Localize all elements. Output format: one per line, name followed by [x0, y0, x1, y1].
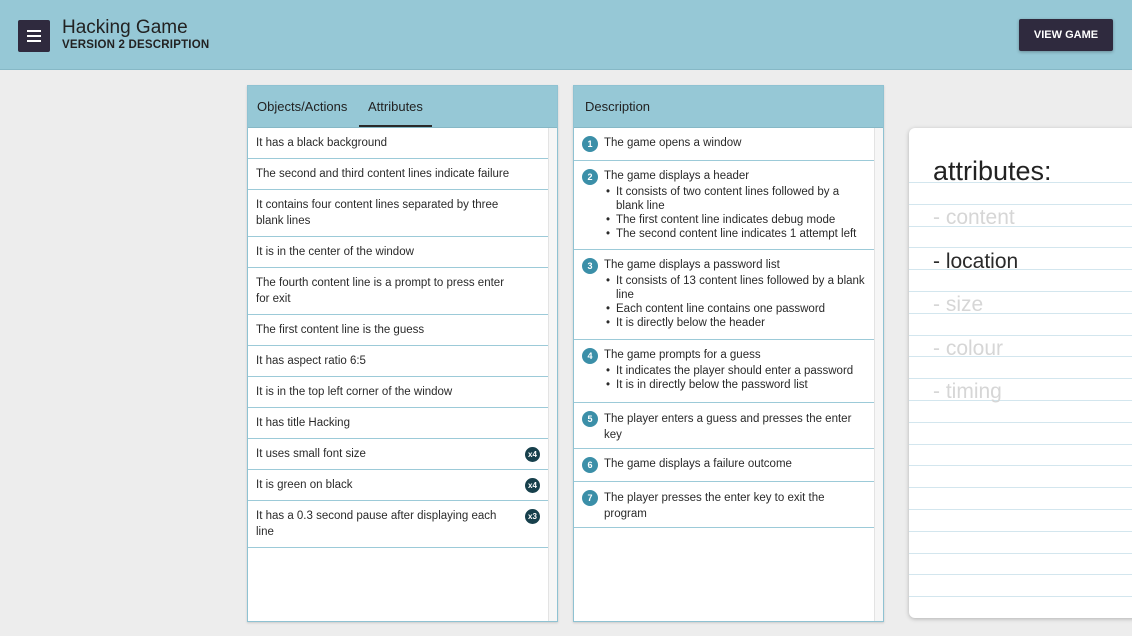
description-header: [574, 86, 883, 128]
attribute-item[interactable]: [248, 501, 549, 548]
attribute-text: It is in the center of the window: [256, 246, 414, 258]
attribute-item[interactable]: [248, 315, 549, 346]
tab-objects-actions[interactable]: Objects/Actions: [257, 99, 348, 114]
attribute-text: It contains four content lines separated by three blank lines: [256, 199, 499, 227]
step-bullet: • The second content line indicates 1 attempt left: [604, 227, 867, 241]
notes-item: - colour: [933, 337, 1004, 360]
attribute-text: It is in the top left corner of the window: [256, 386, 453, 398]
step-text: The game opens a window: [604, 137, 742, 149]
view-game-button[interactable]: VIEW GAME: [1019, 19, 1113, 51]
app-title: Hacking Game: [62, 17, 188, 38]
scrollbar[interactable]: [874, 128, 883, 622]
attribute-item[interactable]: [248, 190, 549, 237]
attribute-item[interactable]: [248, 439, 549, 470]
step-bullet: • It consists of two content lines followed by a blank line: [604, 185, 867, 213]
step-text: The game displays a header: [604, 170, 750, 182]
step-number-badge: 6: [582, 457, 598, 473]
attribute-item[interactable]: [248, 377, 549, 408]
ruled-line: [909, 509, 1132, 510]
ruled-line: [909, 531, 1132, 532]
attribute-item[interactable]: [248, 159, 549, 190]
attribute-item[interactable]: [248, 346, 549, 377]
ruled-line: [909, 378, 1132, 379]
attribute-item[interactable]: [248, 268, 549, 315]
ruled-line: [909, 465, 1132, 466]
ruled-line: [909, 444, 1132, 445]
description-step[interactable]: [574, 482, 875, 528]
attribute-text: It uses small font size: [256, 448, 366, 460]
notes-item: - content: [933, 206, 1015, 229]
ruled-line: [909, 291, 1132, 292]
notes-item: - location: [933, 250, 1019, 273]
ruled-line: [909, 422, 1132, 423]
notes-item: - timing: [933, 380, 1002, 403]
description-step[interactable]: [574, 403, 875, 449]
attribute-text: The second and third content lines indicate failure: [256, 168, 510, 180]
attribute-item[interactable]: [248, 470, 549, 501]
step-number-badge: 7: [582, 490, 598, 506]
step-bullets: [604, 185, 867, 241]
attribute-text: It has a 0.3 second pause after displaying each line: [256, 510, 497, 538]
step-text: The game displays a password list: [604, 259, 780, 271]
description-title: Description: [585, 99, 651, 114]
step-bullet: • It is in directly below the password list: [604, 378, 867, 392]
description-panel: [573, 85, 884, 622]
ruled-line: [909, 204, 1132, 205]
notes-card: [909, 128, 1132, 618]
ruled-line: [909, 574, 1132, 575]
attribute-text: It has aspect ratio 6:5: [256, 355, 366, 367]
count-badge: x4: [525, 447, 540, 462]
description-step[interactable]: [574, 161, 875, 250]
attribute-text: It has a black background: [256, 137, 388, 149]
notes-heading: attributes:: [933, 156, 1052, 186]
ruled-line: [909, 553, 1132, 554]
ruled-line: [909, 247, 1132, 248]
step-text: The game prompts for a guess: [604, 349, 761, 361]
count-badge: x4: [525, 478, 540, 493]
description-step[interactable]: [574, 128, 875, 161]
app-subtitle: VERSION 2 DESCRIPTION: [62, 39, 210, 51]
step-bullet: • It indicates the player should enter a password: [604, 364, 867, 378]
scrollbar[interactable]: [548, 128, 557, 622]
step-number-badge: 1: [582, 136, 598, 152]
ruled-line: [909, 487, 1132, 488]
ruled-line: [909, 335, 1132, 336]
attributes-panel: [247, 85, 558, 622]
step-text: The game displays a failure outcome: [604, 458, 792, 470]
attributes-list: [248, 128, 549, 548]
step-bullet: • It consists of 13 content lines followed by a blank line: [604, 274, 867, 302]
panel-tabs: [248, 86, 557, 128]
count-badge: x3: [525, 509, 540, 524]
notes-item: - size: [933, 293, 984, 316]
step-text: The player presses the enter key to exit the program: [604, 492, 825, 520]
step-bullets: [604, 364, 867, 392]
description-step[interactable]: [574, 340, 875, 403]
step-number-badge: 2: [582, 169, 598, 185]
step-text: The player enters a guess and presses the enter key: [604, 413, 852, 441]
description-list: [574, 128, 875, 528]
step-number-badge: 3: [582, 258, 598, 274]
ruled-line: [909, 596, 1132, 597]
top-bar: [0, 0, 1132, 70]
description-step[interactable]: [574, 449, 875, 482]
attribute-item[interactable]: [248, 128, 549, 159]
step-bullet: • The first content line indicates debug mode: [604, 213, 867, 227]
attribute-text: It has title Hacking: [256, 417, 350, 429]
description-step[interactable]: [574, 250, 875, 340]
tab-attributes[interactable]: Attributes: [359, 86, 432, 127]
step-bullets: [604, 274, 867, 330]
attribute-item[interactable]: [248, 237, 549, 268]
step-bullet: • It is directly below the header: [604, 316, 867, 330]
attribute-item[interactable]: [248, 408, 549, 439]
step-number-badge: 4: [582, 348, 598, 364]
step-number-badge: 5: [582, 411, 598, 427]
attribute-text: The first content line is the guess: [256, 324, 425, 336]
attribute-text: It is green on black: [256, 479, 353, 491]
hamburger-menu-icon[interactable]: [18, 20, 50, 52]
attribute-text: The fourth content line is a prompt to press enter for exit: [256, 277, 505, 305]
step-bullet: • Each content line contains one password: [604, 302, 867, 316]
